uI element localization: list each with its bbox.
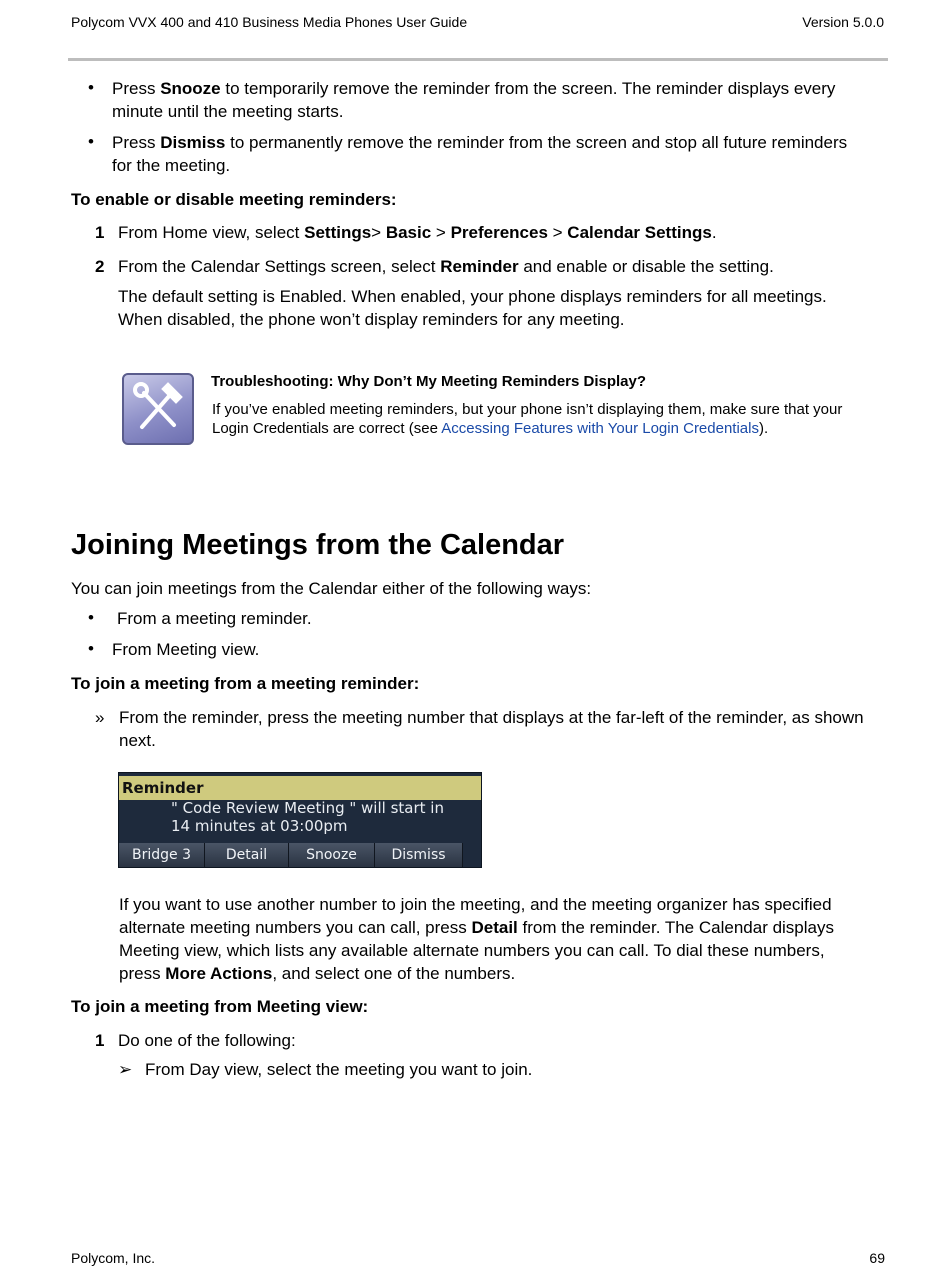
way-meeting-reminder: From a meeting reminder. [117,609,312,628]
view-step-text: Do one of the following: [118,1031,296,1050]
page-number: 69 [869,1250,885,1266]
step-number: 1 [95,223,105,242]
running-header-version: Version 5.0.0 [802,14,884,30]
step-number: 2 [95,257,105,276]
softkey-snooze[interactable]: Snooze [289,843,375,867]
alternate-numbers-paragraph: If you want to use another number to join the meeting, and the meeting organizer has specified alternate meeting numbers you can call, press Detail from the reminder. The Calendar displays Meeting view, which lists any available alternate numbers you can call. To dial these numbers, press More Actions, and select one of the numbers. [119,895,834,983]
step-marker: » [95,708,105,727]
bullet-dot: • [88,132,94,151]
screenshot-title: Reminder [119,776,481,800]
step-number: 1 [95,1031,105,1050]
procedure-heading-meeting-view: To join a meeting from Meeting view: [71,997,369,1016]
section-intro: You can join meetings from the Calendar either of the following ways: [71,579,592,598]
reminder-step-text: From the reminder, press the meeting number that displays at the far-left of the reminder, as shown next. [119,708,864,750]
softkey-dismiss[interactable]: Dismiss [375,843,463,867]
procedure-heading-reminder: To join a meeting from a meeting reminder: [71,674,420,693]
screenshot-message: " Code Review Meeting " will start in 14 minutes at 03:00pm [171,799,444,835]
bullet-dot: • [88,608,94,627]
bullet-dot: • [88,78,94,97]
troubleshooting-title: Troubleshooting: Why Don’t My Meeting Reminders Display? [211,373,647,390]
step-note: The default setting is Enabled. When enabled, your phone displays reminders for all meetings. When disabled, the phone won’t display reminders for any meeting. [118,287,827,329]
header-rule [68,58,888,61]
running-header-title: Polycom VVX 400 and 410 Business Media Phones User Guide [71,14,468,30]
reminder-screenshot [118,772,482,868]
bullet-dismiss: Press Dismiss to permanently remove the reminder from the screen and stop all future reminders for the meeting. [112,133,848,175]
procedure-heading-enable: To enable or disable meeting reminders: [71,190,397,209]
step-settings-path: From Home view, select Settings> Basic > Preferences > Calendar Settings. [118,223,717,242]
section-title: Joining Meetings from the Calendar [71,529,565,561]
substep-marker: ➢ [118,1060,133,1079]
substep-day-view: From Day view, select the meeting you want to join. [145,1060,533,1079]
login-credentials-link[interactable]: Accessing Features with Your Login Credentials [441,420,759,437]
footer-company: Polycom, Inc. [71,1250,156,1266]
softkey-bridge[interactable]: Bridge 3 [119,843,205,867]
softkey-detail[interactable]: Detail [205,843,289,867]
troubleshooting-tools-icon [122,373,194,445]
troubleshooting-text: If you’ve enabled meeting reminders, but your phone isn’t displaying them, make sure that your Login Credentials are correct (see Accessing Features with Your Login Credentials). [212,401,843,437]
step-reminder-setting: From the Calendar Settings screen, select Reminder and enable or disable the setting. [118,257,774,276]
bullet-dot: • [88,639,94,658]
way-meeting-view: From Meeting view. [112,640,260,659]
bullet-snooze: Press Snooze to temporarily remove the reminder from the screen. The reminder displays every minute until the meeting starts. [112,79,836,121]
